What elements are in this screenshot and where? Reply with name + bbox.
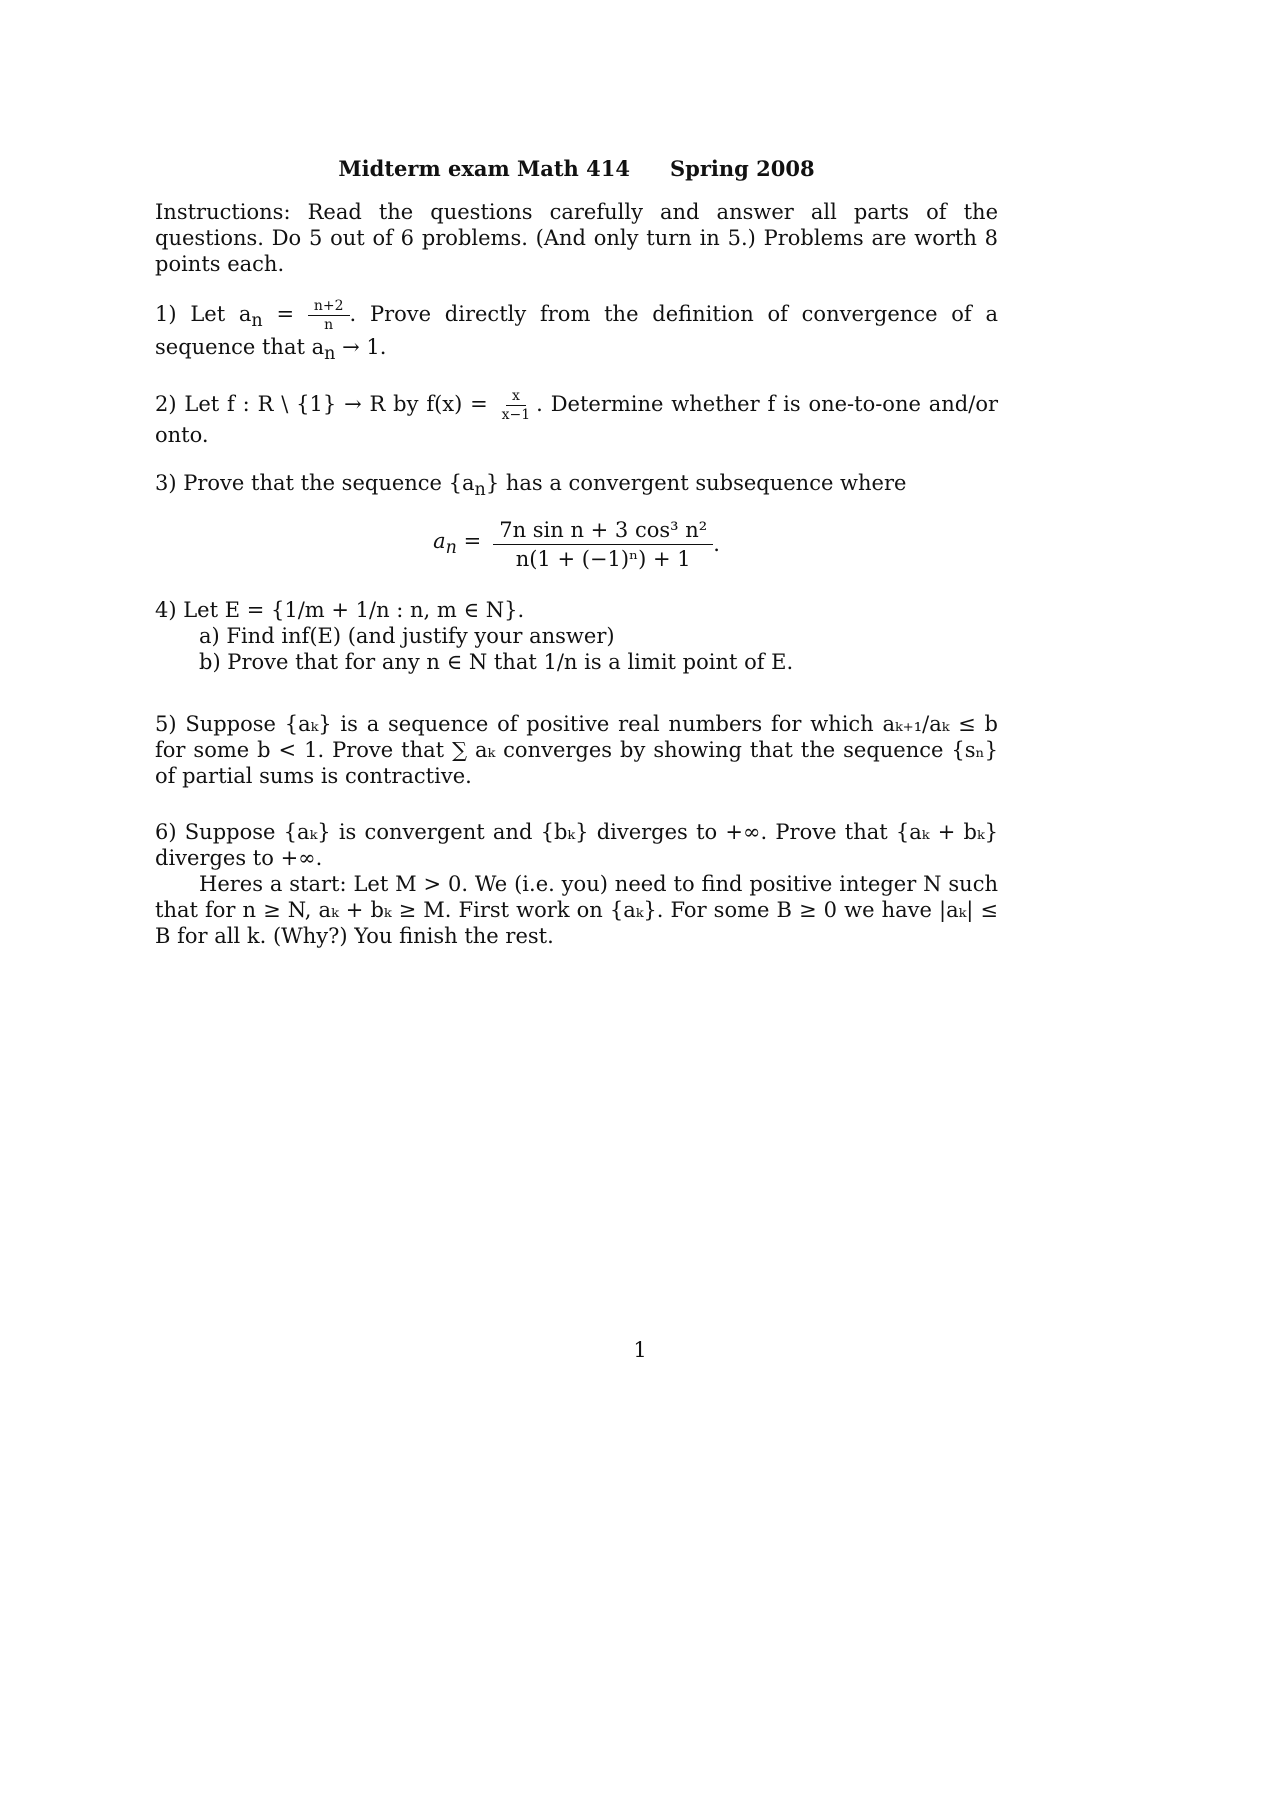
exam-title-term: Spring 2008	[669, 156, 815, 181]
question-1: 1) Let $a_n$ = $\frac{n+2}{n}$ . Prove directly from the definition of convergence of a sequence that $a_n \to 1$.	[155, 298, 998, 365]
question-4a: a) Find inf(E) (and justify your answer)	[199, 623, 615, 648]
question-3: 3) Prove that the sequence $\{a_n\}$ has a convergent subsequence where	[155, 471, 907, 501]
fraction: $\frac{x}{x-1}$	[501, 388, 531, 424]
exam-title	[155, 156, 998, 181]
question-5: 5) Suppose {aₖ} is a sequence of positive real numbers for which aₖ₊₁/aₖ ≤ b for some b < 1. Prove that ∑ aₖ converges by showing that the sequence {sₙ} of partial sums is contractive.	[155, 711, 998, 788]
question-4: 4) Let E = {1/m + 1/n : n, m ∈ N}. a) Find inf(E) (and justify your answer) b) Prove that for any n ∈ N that 1/n is a limit point of E.	[155, 597, 998, 675]
instructions: Instructions: Read the questions carefully and answer all parts of the questions. Do 5 out of 6 problems. (And only turn in 5.) Problems are worth 8 points each.	[155, 200, 998, 276]
question-6-hint: Heres a start: Let M > 0. We (i.e. you) need to find positive integer N such that for n ≥ N, aₖ + bₖ ≥ M. First work on {aₖ}. For some B ≥ 0 we have |aₖ| ≤ B for all k. (Why?) You finish the rest.	[155, 871, 998, 948]
exam-page	[155, 150, 998, 949]
fraction: $\frac{n+2}{n}$	[308, 299, 350, 332]
page-number: 1	[633, 1338, 647, 1362]
fraction: $\frac{\text{7n sin n + 3 cos³ n²}}{\text{n(1 + (−1)ⁿ) + 1}}$	[493, 518, 713, 571]
question-2: 2) Let f : R \ {1} → R by f(x) = $\frac{x}{x-1}$ . Determine whether f is one-to-one and/or onto.	[155, 388, 998, 448]
question-6: 6) Suppose {aₖ} is convergent and {bₖ} diverges to +∞. Prove that {aₖ + bₖ} diverges to +∞. Heres a start: Let M > 0. We (i.e. you) need to find positive integer N such that for n ≥ N, aₖ + bₖ ≥ M. First work on {aₖ}. For some B ≥ 0 we have |aₖ| ≤ B for all k. (Why?) You finish the rest.	[155, 819, 998, 948]
exam-title-course: Midterm exam Math 414	[338, 156, 630, 181]
question-4b: b) Prove that for any n ∈ N that 1/n is a limit point of E.	[199, 649, 794, 674]
display-equation: $a_n$ = $\frac{\text{7n sin n + 3 cos³ n²}}{\text{n(1 + (−1)ⁿ) + 1}}$ .	[433, 517, 720, 571]
